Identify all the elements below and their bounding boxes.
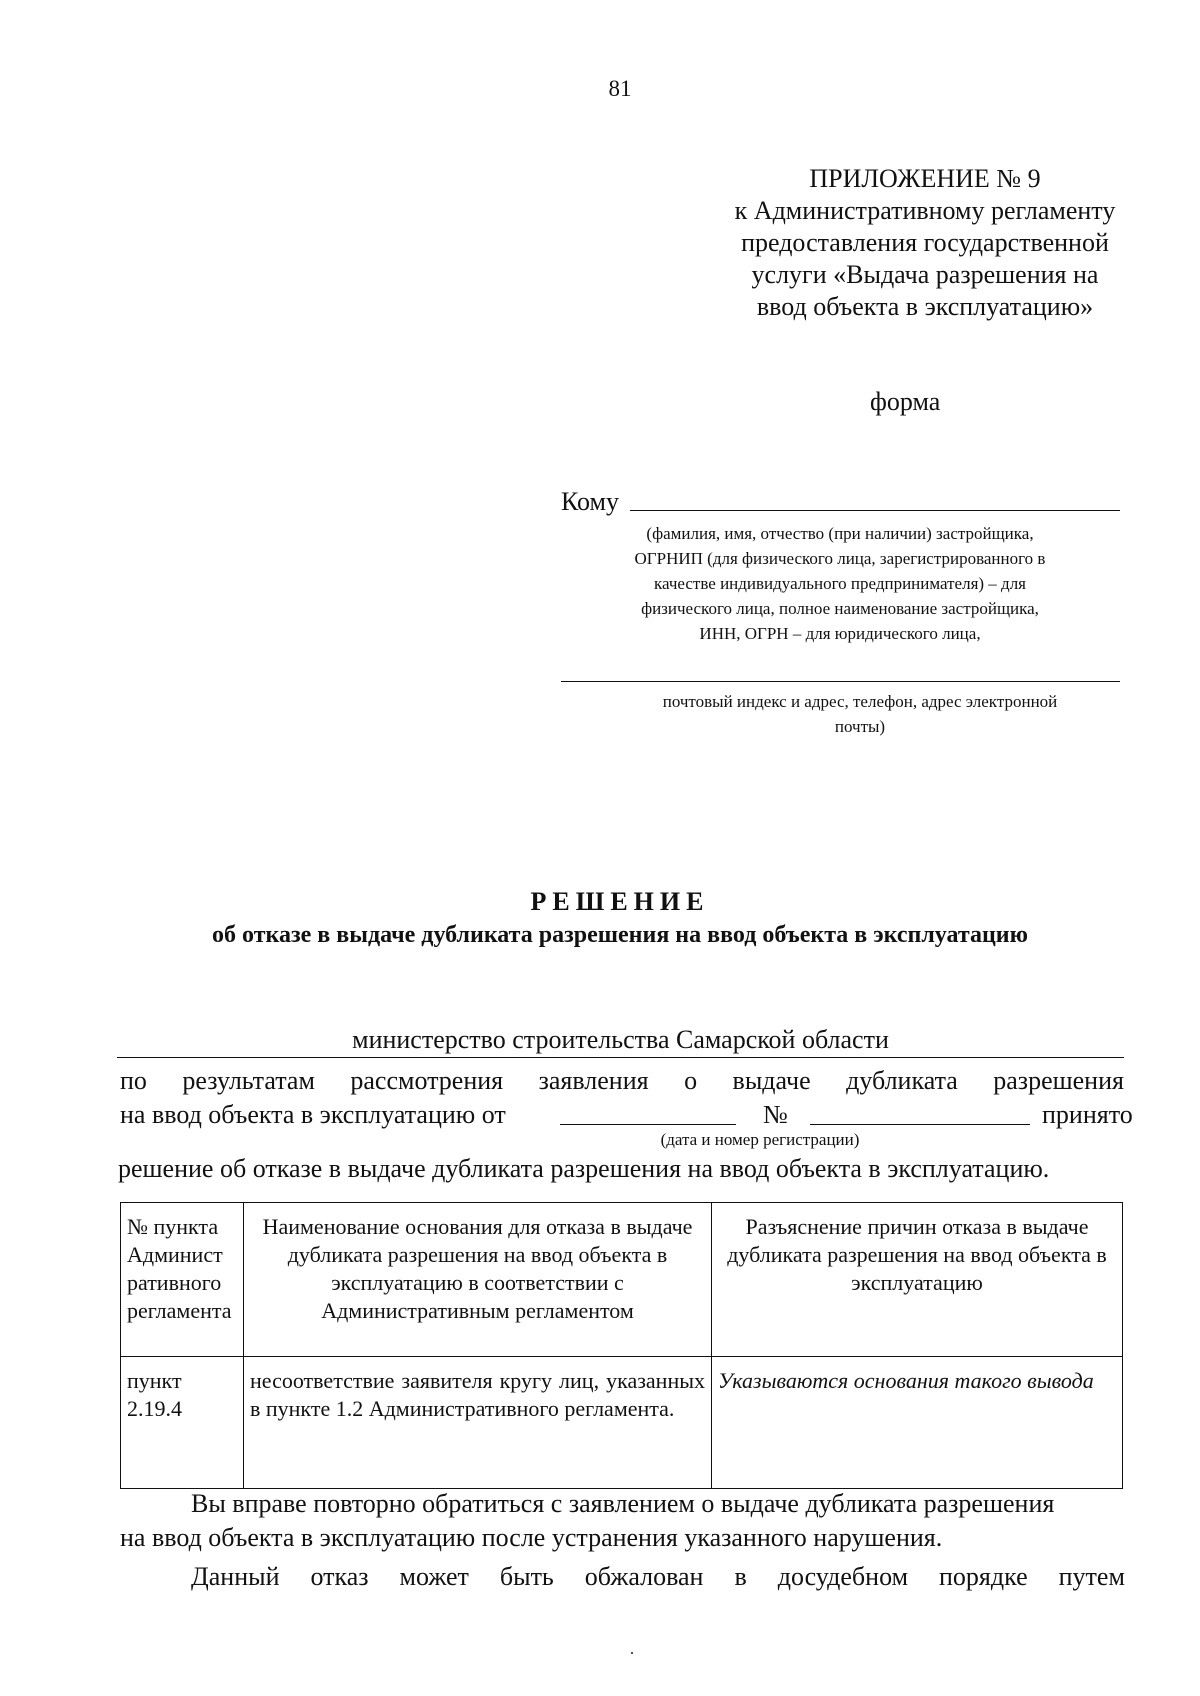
hint-line: качестве индивидуального предпринимателя) – для bbox=[654, 574, 1026, 593]
ministry-name: министерство строительства Самарской области bbox=[117, 1023, 1124, 1058]
appendix-header bbox=[690, 163, 1160, 323]
word: рассмотрения bbox=[350, 1066, 504, 1095]
header-ground: Наименование основания для отказа в выдаче дубликата разрешения на ввод объекта в эксплуатацию в соответствии с Административным регламентом bbox=[244, 1203, 712, 1357]
body-line-3: решение об отказе в выдаче дубликата разрешения на ввод объекта в эксплуатацию. bbox=[118, 1154, 1050, 1183]
word: заявления bbox=[538, 1066, 649, 1095]
scan-speck bbox=[631, 1652, 633, 1654]
header-clause: № пункта Админист ративного регламента bbox=[121, 1203, 244, 1357]
decision-title: РЕШЕНИЕ bbox=[530, 887, 710, 916]
hint-line: ИНН, ОГРН – для юридического лица, bbox=[699, 624, 981, 643]
appendix-line: ввод объекта в эксплуатацию» bbox=[756, 292, 1094, 321]
number-sign: № bbox=[763, 1100, 788, 1129]
closing-paragraph-1-line-2: на ввод объекта в эксплуатацию после устранения указанного нарушения. bbox=[120, 1523, 943, 1552]
appendix-line: к Административному регламенту bbox=[734, 196, 1116, 225]
hint-line: почтовый индекс и адрес, телефон, адрес электронной bbox=[662, 692, 1058, 711]
appendix-line: услуги «Выдача разрешения на bbox=[751, 260, 1099, 289]
word: порядке bbox=[939, 1562, 1028, 1591]
recipient-label: Кому bbox=[561, 487, 620, 516]
page-number: 81 bbox=[608, 76, 632, 101]
word: быть bbox=[499, 1562, 554, 1591]
hint-line: ОГРНИП (для физического лица, зарегистрированного в bbox=[634, 549, 1046, 568]
date-blank[interactable] bbox=[560, 1100, 736, 1125]
address-blank-line[interactable] bbox=[561, 681, 1120, 682]
cell-clause: пункт 2.19.4 bbox=[121, 1357, 244, 1489]
recipient-hint bbox=[560, 521, 1120, 646]
word: обжалован bbox=[584, 1562, 704, 1591]
word: досудебном bbox=[777, 1562, 909, 1591]
line2-end: принято bbox=[1042, 1100, 1133, 1129]
word: результатам bbox=[182, 1066, 315, 1095]
appendix-title: ПРИЛОЖЕНИЕ № 9 bbox=[809, 164, 1041, 193]
cell-ground: несоответствие заявителя кругу лиц, указанных в пункте 1.2 Административного регламента. bbox=[244, 1357, 712, 1489]
word: выдаче bbox=[732, 1066, 811, 1095]
line2-start: на ввод объекта в эксплуатацию от bbox=[120, 1100, 506, 1129]
grounds-table bbox=[120, 1202, 1123, 1489]
word: путем bbox=[1058, 1562, 1125, 1591]
registration-hint: (дата и номер регистрации) bbox=[660, 1130, 860, 1149]
number-blank[interactable] bbox=[810, 1100, 1030, 1125]
word: в bbox=[734, 1562, 747, 1591]
word: может bbox=[399, 1562, 469, 1591]
hint-line: почты) bbox=[834, 717, 886, 736]
word: отказ bbox=[310, 1562, 369, 1591]
word: дубликата bbox=[846, 1066, 958, 1095]
recipient-blank-line[interactable] bbox=[630, 510, 1120, 511]
table-row bbox=[121, 1357, 1123, 1489]
closing-paragraph-2 bbox=[191, 1560, 1125, 1594]
decision-subtitle: об отказе в выдаче дубликата разрешения на ввод объекта в эксплуатацию bbox=[212, 922, 1028, 948]
cell-explanation: Указываются основания такого вывода bbox=[712, 1357, 1123, 1489]
word: о bbox=[684, 1066, 698, 1095]
word: по bbox=[120, 1066, 147, 1095]
hint-line: физического лица, полное наименование застройщика, bbox=[641, 599, 1039, 618]
address-hint bbox=[600, 689, 1120, 739]
appendix-line: предоставления государственной bbox=[741, 228, 1109, 257]
word: Данный bbox=[191, 1562, 280, 1591]
hint-line: (фамилия, имя, отчество (при наличии) застройщика, bbox=[646, 524, 1034, 543]
header-explanation: Разъяснение причин отказа в выдаче дубликата разрешения на ввод объекта в эксплуатацию bbox=[712, 1203, 1123, 1357]
word: разрешения bbox=[993, 1066, 1124, 1095]
closing-paragraph-1-line-1: Вы вправе повторно обратиться с заявлением о выдаче дубликата разрешения bbox=[191, 1489, 1055, 1518]
body-line-1 bbox=[120, 1066, 1124, 1096]
table-header-row bbox=[121, 1203, 1123, 1357]
form-label: форма bbox=[870, 387, 941, 416]
